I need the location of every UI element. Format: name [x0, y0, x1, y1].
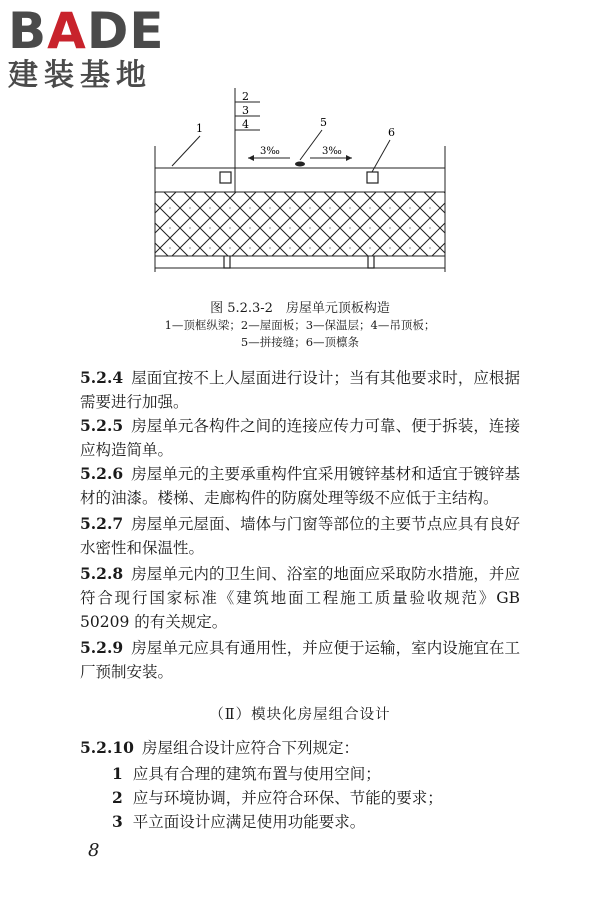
clause-5-2-7 [80, 512, 520, 560]
clause-number: 5.2.8 [80, 564, 124, 583]
label-1: 1 [196, 122, 203, 135]
page-number: 8 [88, 840, 100, 861]
item-number: 2 [112, 788, 123, 807]
label-2: 2 [242, 90, 249, 103]
insulation-layer [155, 192, 445, 256]
clause-number: 5.2.4 [80, 368, 124, 387]
clause-5-2-6 [80, 462, 520, 510]
label-4: 4 [242, 118, 249, 131]
list-item [112, 786, 532, 810]
clause-text: 房屋组合设计应符合下列规定： [141, 739, 359, 757]
clause-5-2-10 [80, 736, 520, 760]
clause-5-2-9 [80, 636, 520, 684]
figure-legend-line-2: 5—拼接缝；6—顶檩条 [240, 335, 360, 349]
label-5: 5 [320, 116, 327, 129]
section-heading: （Ⅱ）模块化房屋组合设计 [209, 707, 391, 723]
list-item [112, 810, 532, 834]
figure-legend-line-1: 1—顶框纵梁；2—屋面板；3—保温层；4—吊顶板； [164, 318, 436, 332]
item-text: 应与环境协调，并应符合环保、节能的要求； [132, 789, 443, 807]
purlin-left [220, 172, 231, 183]
logo-wordmark [8, 2, 178, 60]
figure-caption-title: 图 5.2.3-2 房屋单元顶板构造 [210, 301, 390, 316]
clause-text: 房屋单元内的卫生间、浴室的地面应采取防水措施，并应符合现行国家标准《建筑地面工程施工质量验收规范》GB 50209 的有关规定。 [80, 565, 520, 631]
purlin-right [367, 172, 378, 183]
logo-letter-b: B [8, 2, 48, 60]
logo-letters-de: DE [86, 2, 165, 60]
clause-5-2-5 [80, 414, 520, 462]
slope-left: 3‰ [260, 146, 280, 157]
clause-text: 房屋单元屋面、墙体与门窗等部位的主要节点应具有良好水密性和保温性。 [80, 515, 520, 557]
item-number: 1 [112, 764, 123, 783]
item-text: 应具有合理的建筑布置与使用空间； [132, 765, 381, 783]
joint-marker [295, 162, 305, 167]
list-item [112, 762, 532, 786]
clause-number: 5.2.9 [80, 638, 124, 657]
roof-construction-diagram [150, 88, 450, 288]
brand-logo [8, 2, 178, 94]
clause-text: 房屋单元各构件之间的连接应传力可靠、便于拆装，连接应构造简单。 [80, 417, 520, 459]
label-6: 6 [388, 126, 395, 139]
clause-number: 5.2.7 [80, 514, 124, 533]
logo-subtitle: 建装基地 [8, 58, 152, 93]
clause-text: 房屋单元的主要承重构件宜采用镀锌基材和适宜于镀锌基材的油漆。楼梯、走廊构件的防腐处理等级不应低于主结构。 [80, 465, 520, 507]
clause-5-2-8 [80, 562, 520, 634]
clause-text: 房屋单元应具有通用性，并应便于运输，室内设施宜在工厂预制安装。 [80, 639, 520, 681]
item-text: 平立面设计应满足使用功能要求。 [132, 813, 366, 831]
clause-text: 屋面宜按不上人屋面进行设计；当有其他要求时，应根据需要进行加强。 [80, 369, 520, 411]
clause-number: 5.2.6 [80, 464, 124, 483]
clause-number: 5.2.5 [80, 416, 124, 435]
logo-letter-a: A [47, 2, 87, 60]
clause-number: 5.2.10 [80, 738, 134, 757]
label-3: 3 [242, 104, 249, 117]
clause-5-2-4 [80, 366, 520, 414]
slope-right: 3‰ [322, 146, 342, 157]
item-number: 3 [112, 812, 123, 831]
